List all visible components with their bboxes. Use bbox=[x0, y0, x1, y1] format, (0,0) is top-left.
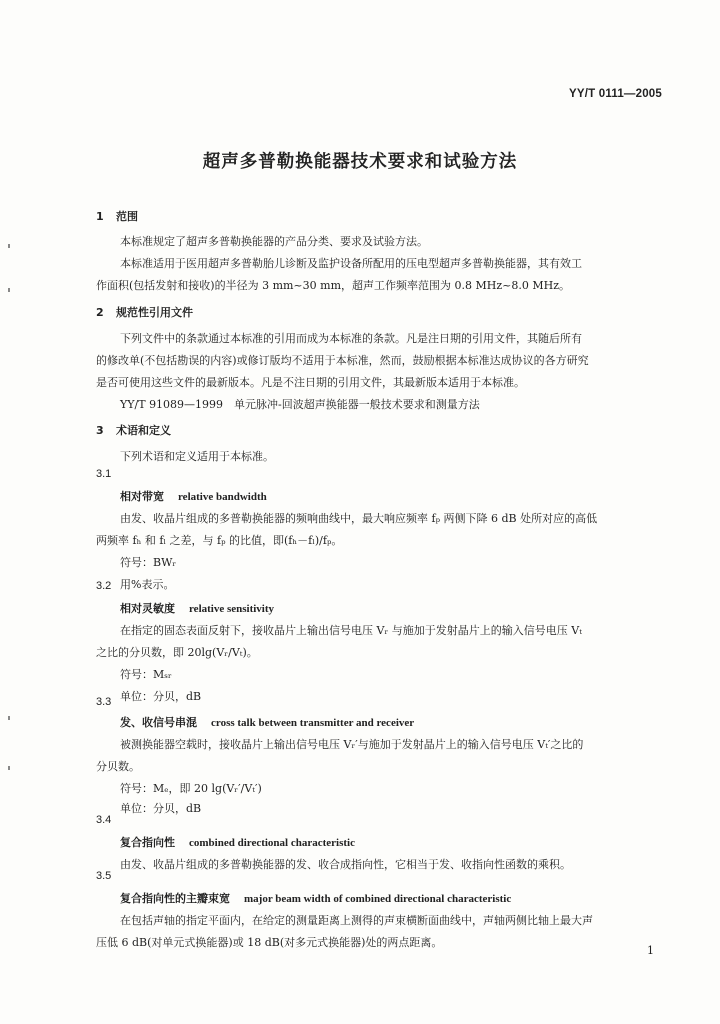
symbol: 符号：Mₑ，即 20 lg(Vᵣ′/Vₜ′) bbox=[120, 782, 262, 795]
clause-number: 3.5 bbox=[96, 870, 112, 882]
term-3-2 bbox=[120, 600, 274, 616]
clause-number: 3.4 bbox=[96, 814, 112, 826]
definition: 之比的分贝数，即 20lg(Vᵣ/Vₜ)。 bbox=[96, 646, 258, 659]
term-english: major beam width of combined directional characteristic bbox=[244, 893, 512, 905]
unit: 单位：分贝，dB bbox=[120, 690, 202, 703]
clause-number: 3.1 bbox=[96, 468, 112, 480]
document-title: 超声多普勒换能器技术要求和试验方法 bbox=[202, 152, 518, 172]
term-chinese: 复合指向性 bbox=[120, 836, 175, 849]
page-number: 1 bbox=[647, 944, 654, 957]
paragraph: 本标准适用于医用超声多普勒胎儿诊断及监护设备所配用的压电型超声多普勒换能器，其有效工 bbox=[120, 257, 582, 270]
term-english: relative sensitivity bbox=[189, 603, 275, 615]
term-3-3 bbox=[120, 714, 414, 730]
section-title: 术语和定义 bbox=[116, 424, 171, 437]
section-number: 2 bbox=[96, 306, 104, 319]
definition: 分贝数。 bbox=[96, 760, 140, 773]
term-chinese: 相对灵敏度 bbox=[120, 602, 175, 615]
term-english: combined directional characteristic bbox=[189, 837, 355, 849]
section-3-heading bbox=[96, 422, 171, 438]
unit: 单位：分贝，dB bbox=[120, 802, 202, 815]
term-3-4 bbox=[120, 834, 355, 850]
term-english: relative bandwidth bbox=[178, 491, 267, 503]
definition: 两频率 fₕ 和 fₗ 之差，与 fₚ 的比值，即(fₕ－fₗ)/fₚ。 bbox=[96, 534, 343, 547]
normative-reference: YY/T 91089—1999 单元脉冲-回波超声换能器一般技术要求和测量方法 bbox=[120, 398, 480, 411]
section-1-heading bbox=[96, 208, 138, 224]
term-chinese: 复合指向性的主瓣束宽 bbox=[120, 892, 230, 905]
scan-speck bbox=[8, 716, 10, 720]
definition: 由发、收晶片组成的多普勒换能器的发、收合成指向性，它相当于发、收指向性函数的乘积。 bbox=[120, 858, 571, 871]
paragraph: 是否可使用这些文件的最新版本。凡是不注日期的引用文件，其最新版本适用于本标准。 bbox=[96, 376, 525, 389]
definition: 在指定的固态表面反射下，接收晶片上输出信号电压 Vᵣ 与施加于发射晶片上的输入信号电压 Vₜ bbox=[120, 624, 582, 637]
standard-code: YY/T 0111—2005 bbox=[569, 88, 662, 100]
section-title: 范围 bbox=[116, 210, 138, 223]
scan-speck bbox=[8, 766, 10, 770]
definition: 在包括声轴的指定平面内，在给定的测量距离上测得的声束横断面曲线中，声轴两侧比轴上最大声 bbox=[120, 914, 593, 927]
scan-speck bbox=[8, 288, 10, 292]
paragraph: 作面积(包括发射和接收)的半径为 3 mm~30 mm，超声工作频率范围为 0.8 MHz~8.0 MHz。 bbox=[96, 279, 571, 292]
definition: 压低 6 dB(对单元式换能器)或 18 dB(对多元式换能器)处的两点距离。 bbox=[96, 936, 443, 949]
scan-speck bbox=[8, 244, 10, 248]
term-english: cross talk between transmitter and receiver bbox=[211, 717, 415, 729]
section-title: 规范性引用文件 bbox=[116, 306, 193, 319]
symbol: 符号：BWᵣ bbox=[120, 556, 177, 569]
term-3-5 bbox=[120, 890, 511, 906]
paragraph: 本标准规定了超声多普勒换能器的产品分类、要求及试验方法。 bbox=[120, 235, 428, 248]
paragraph: 下列文件中的条款通过本标准的引用而成为本标准的条款。凡是注日期的引用文件，其随后所有 bbox=[120, 332, 582, 345]
term-chinese: 相对带宽 bbox=[120, 490, 164, 503]
definition: 由发、收晶片组成的多普勒换能器的频响曲线中，最大响应频率 fₚ 两侧下降 6 dB 处所对应的高低 bbox=[120, 512, 598, 525]
paragraph: 下列术语和定义适用于本标准。 bbox=[120, 450, 274, 463]
section-2-heading bbox=[96, 304, 193, 320]
definition: 被测换能器空载时，接收晶片上输出信号电压 Vᵣ′与施加于发射晶片上的输入信号电压 Vₜ′之比的 bbox=[120, 738, 584, 751]
clause-number: 3.3 bbox=[96, 696, 112, 708]
term-3-1 bbox=[120, 488, 267, 504]
symbol: 符号：Mₛᵣ bbox=[120, 668, 172, 681]
clause-number: 3.2 bbox=[96, 580, 112, 592]
paragraph: 的修改单(不包括勘误的内容)或修订版均不适用于本标准，然而，鼓励根据本标准达成协议的各方研究 bbox=[96, 354, 589, 367]
term-chinese: 发、收信号串混 bbox=[120, 716, 197, 729]
section-number: 1 bbox=[96, 210, 104, 223]
unit: 用%表示。 bbox=[120, 578, 175, 591]
section-number: 3 bbox=[96, 424, 104, 437]
